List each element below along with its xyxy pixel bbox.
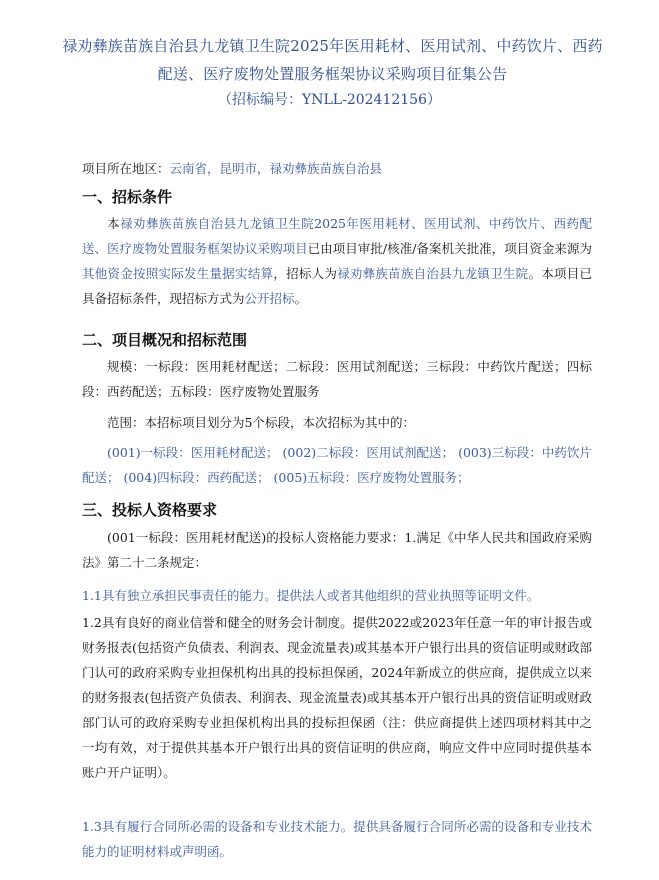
s3-text: 已由项目审批/核准/备案机关批准，项目资金来源为 bbox=[307, 241, 592, 256]
s9-text: 。 bbox=[294, 291, 308, 306]
project-name: 禄劝彝族苗族自治县九龙镇卫生院2025年医用耗材、医用试剂、中药饮片、西药配送、医疗废物处置服务框架协议采购项目 bbox=[82, 216, 592, 256]
qualification-item-1-3: 1.3具有履行合同所必需的设备和专业技术能力。提供具备履行合同所必需的设备和专业技术能力的证明材料或声明函。 bbox=[82, 819, 592, 859]
s5-text: ，招标人为 bbox=[273, 266, 338, 281]
notice-title: 禄劝彝族苗族自治县九龙镇卫生院2025年医用耗材、医用试剂、中药饮片、西药配送、医疗废物处置服务框架协议采购项目征集公告 bbox=[62, 37, 603, 83]
section2-heading: 二、项目概况和招标范围 bbox=[82, 331, 248, 349]
qualification-item-1-1: 1.1具有独立承担民事责任的能力。提供法人或者其他组织的营业执照等证明文件。 bbox=[82, 588, 540, 603]
project-location bbox=[82, 159, 382, 177]
s1-text: 本 bbox=[107, 216, 120, 231]
scope-paragraph: 范围：本招标项目划分为5个标段，本次招标为其中的： bbox=[107, 415, 415, 430]
lots-paragraph: (001)一标段：医用耗材配送； (002)二标段：医用试剂配送； (003)三标段：中药饮片配送； (004)四标段：西药配送； (005)五标段：医疗废物处置服务； bbox=[82, 445, 592, 485]
s7-text: 。本项目已具备招标条件，现招标方式为 bbox=[82, 266, 592, 306]
section1-paragraph bbox=[82, 211, 592, 311]
section1-heading: 一、招标条件 bbox=[82, 188, 173, 206]
location-value: 云南省，昆明市，禄劝彝族苗族自治县 bbox=[169, 161, 383, 176]
bid-number: （招标编号：YNLL-202412156） bbox=[218, 92, 441, 108]
section3-heading: 三、投标人资格要求 bbox=[82, 501, 218, 519]
tenderer: 禄劝彝族苗族自治县九龙镇卫生院 bbox=[337, 266, 529, 281]
qualification-intro: (001一标段：医用耗材配送)的投标人资格能力要求：1.满足《中华人民共和国政府采购法》第二十二条规定： bbox=[82, 530, 592, 570]
qualification-item-1-2: 1.2具有良好的商业信誉和健全的财务会计制度。提供2022或2023年任意一年的审计报告或财务报表(包括资产负债表、利润表、现金流量表)或其基本开户银行出具的资信证明或财政部门认可的政府采购专业担保机构出具的投标担保函，2024年新成立的供应商，提供成立以来的财务报表(包括资产负债表、利润表、现金流量表)或其基本开户银行出具的资信证明或财政部门认可的政府采购专业担保机构出具的投标担保函（注：供应商提供上述四项材料其中之一均有效，对于提供其基本开户银行出具的资信证明的供应商，响应文件中应同时提供基本账户开户证明）。 bbox=[82, 615, 592, 780]
fund-source: 其他资金按照实际发生量据实结算 bbox=[82, 266, 274, 281]
location-label: 项目所在地区： bbox=[82, 161, 170, 176]
bid-method: 公开招标 bbox=[244, 291, 295, 306]
scale-paragraph: 规模：一标段：医用耗材配送；二标段：医用试剂配送；三标段：中药饮片配送；四标段：西药配送；五标段：医疗废物处置服务 bbox=[82, 359, 592, 399]
